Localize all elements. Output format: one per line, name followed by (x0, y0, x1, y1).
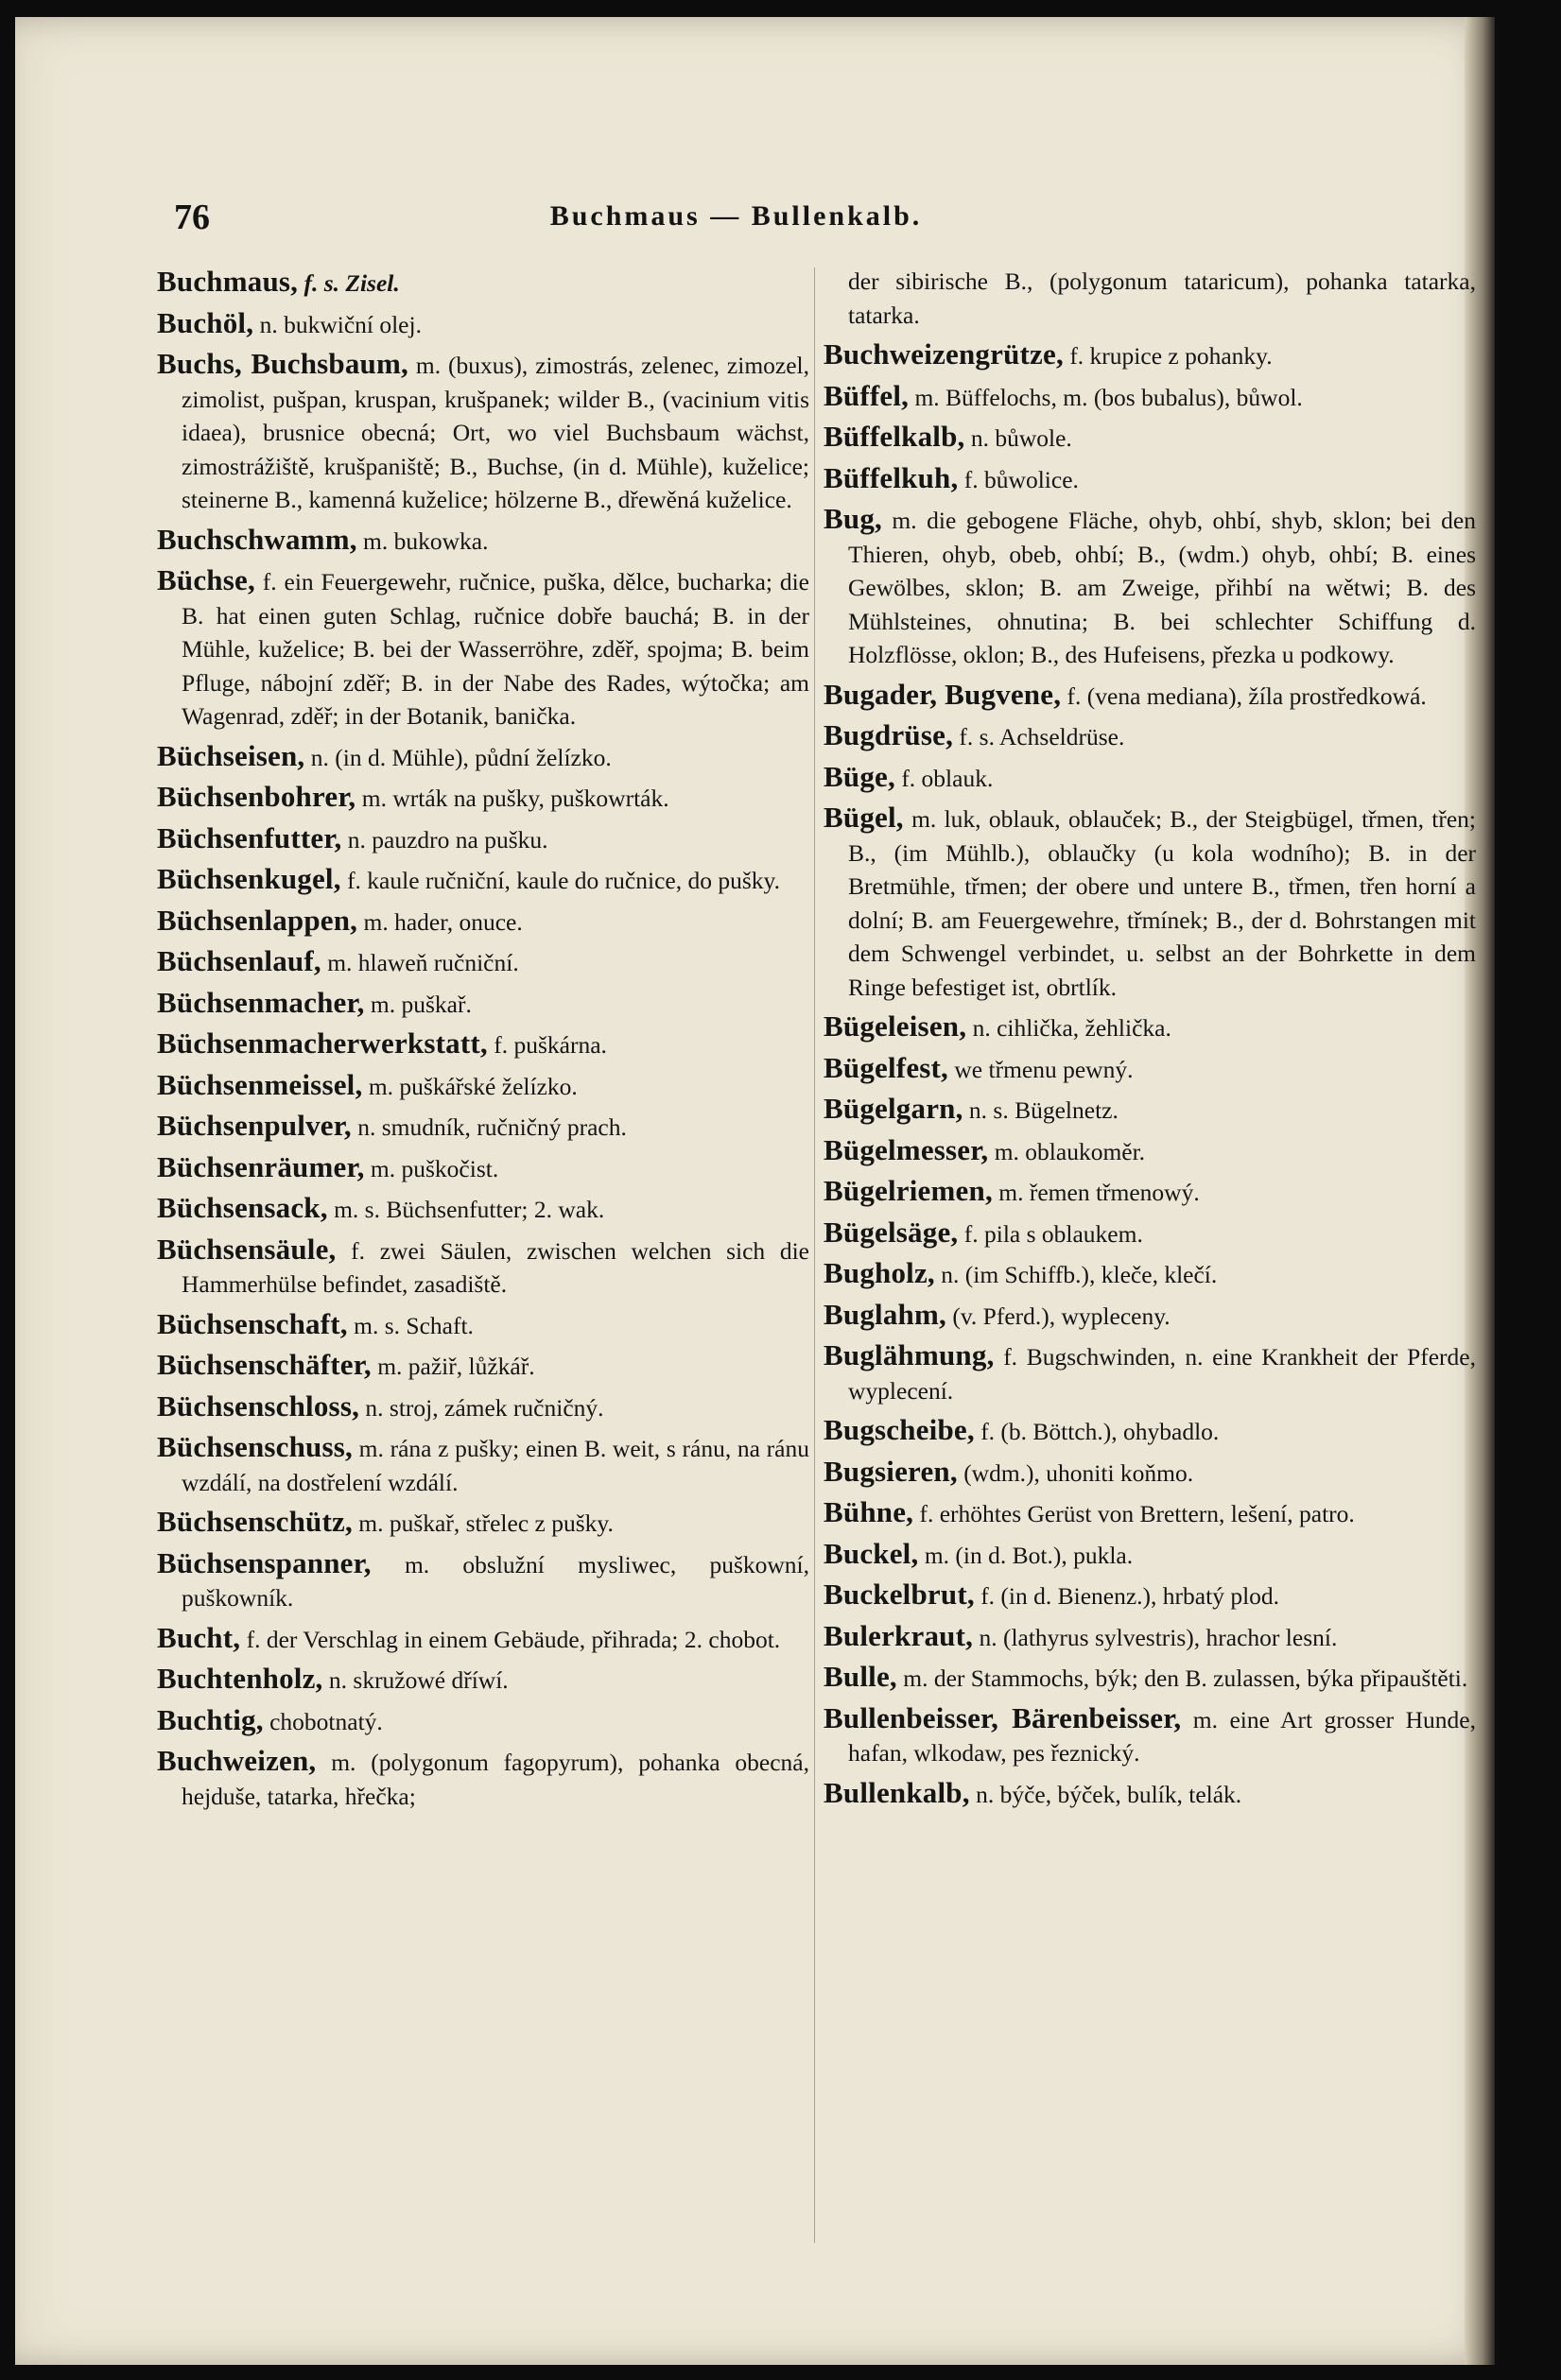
entry-headword: Bulle, (824, 1660, 897, 1693)
entry-definition: (wdm.), uhoniti koňmo. (957, 1458, 1194, 1487)
entry-headword: Büchsenlauf, (157, 944, 321, 977)
entry-definition: m. puškočist. (364, 1154, 499, 1182)
entry-definition: m. luk, oblauk, oblauček; B., der Steigbügel, třmen, třen; B., (im Mühlb.), oblaučky (u kola wodního); B. in der Bretmühle, třmen; der obere und untere B., třmen, třen horní a dolní; B. am Feuergewehre, třmínek; B., der d. Bohrstangen mit dem Schwengel verbindet, u. selbst an der Bohrkette in dem Ringe befestiget ist, obrtlík. (848, 805, 1476, 1001)
dictionary-entry (157, 862, 809, 898)
entry-headword: Bühne, (824, 1495, 914, 1528)
entry-headword: Buchtig, (157, 1702, 264, 1736)
entry-headword: Bugdrüse, (824, 718, 954, 751)
entry-definition: m. hader, onuce. (357, 907, 523, 936)
entry-definition: n. pauzdro na pušku. (341, 825, 548, 854)
entry-definition: m. Büffelochs, m. (bos bubalus), bůwol. (909, 383, 1303, 411)
dictionary-entry (824, 1256, 1476, 1292)
dictionary-entry (157, 1109, 809, 1145)
entry-definition: m. s. Schaft. (347, 1311, 474, 1339)
dictionary-entry (157, 1348, 809, 1384)
dictionary-entry (157, 347, 809, 517)
entry-headword: Bügelriemen, (824, 1174, 993, 1207)
entry-headword: Buchtenholz, (157, 1662, 323, 1695)
entry-headword: Bullenkalb, (824, 1775, 970, 1809)
entry-definition: n. bůwole. (964, 424, 1072, 452)
entry-headword: Bügelgarn, (824, 1092, 963, 1125)
entry-definition: m. der Stammochs, býk; den B. zulassen, býka připauštěti. (896, 1664, 1468, 1692)
dictionary-entry (824, 1619, 1476, 1655)
dictionary-entry (157, 1703, 809, 1739)
entry-definition: f. pila s oblaukem. (958, 1219, 1143, 1248)
entry-definition: f. oblauk. (894, 764, 994, 792)
entry-definition: n. s. Bügelnetz. (963, 1096, 1119, 1124)
entry-headword: Bulerkraut, (824, 1618, 974, 1652)
entry-definition: f. (b. Böttch.), ohybadlo. (974, 1418, 1220, 1445)
entry-definition: f. (in d. Bienenz.), hrbatý plod. (974, 1582, 1280, 1610)
entry-definition: m. hlaweň ručniční. (321, 949, 519, 976)
dictionary-entry (157, 821, 809, 857)
page-number: 76 (174, 198, 210, 237)
entry-headword: Bullenbeisser, Bärenbeisser, (824, 1700, 1182, 1734)
entry-headword: Büchse, (157, 563, 255, 596)
entry-definition: m. wrták na pušky, puškowrták. (356, 785, 669, 812)
dictionary-entry (824, 1578, 1476, 1613)
dictionary-entry (157, 944, 809, 980)
left-column (157, 265, 809, 1819)
entry-headword: Buchs, Buchsbaum, (157, 347, 408, 380)
entry-definition: m. eine Art grosser Hunde, hafan, wlkodaw, pes řeznický. (848, 1705, 1476, 1767)
dictionary-entry (824, 760, 1476, 796)
dictionary-entry (824, 1009, 1476, 1045)
entry-headword: Bugholz, (824, 1256, 935, 1289)
dictionary-entry (157, 1233, 809, 1302)
dictionary-entry (824, 1338, 1476, 1407)
dictionary-entry (157, 1150, 809, 1186)
entry-definition: f. krupice z pohanky. (1063, 342, 1273, 370)
entry-headword: Bügelsäge, (824, 1215, 959, 1249)
entry-definition: n. stroj, zámek ručničný. (359, 1393, 604, 1422)
dictionary-entry (824, 801, 1476, 1004)
entry-headword: Büchseisen, (157, 738, 305, 772)
entry-definition: f. (vena mediana), žíla prostředkowá. (1061, 681, 1427, 710)
dictionary-entry (157, 739, 809, 775)
entry-definition: f. puškárna. (487, 1031, 607, 1059)
dictionary-entry (157, 1546, 809, 1615)
entry-definition: m. řemen třmenowý. (992, 1179, 1200, 1206)
dictionary-entry (824, 379, 1476, 415)
dictionary-entry (157, 904, 809, 940)
dictionary-entry (157, 1621, 809, 1657)
dictionary-entry (157, 1505, 809, 1541)
entry-headword: Büchsensack, (157, 1191, 328, 1224)
entry-headword: Büchsenschloss, (157, 1388, 360, 1423)
entry-definition: m. rána z pušky; einen B. weit, s ránu, na ránu wzdálí, na dostřelení wzdálí. (182, 1435, 809, 1496)
entry-headword: Bügelfest, (824, 1050, 949, 1084)
entry-definition: n. smudník, ručničný prach. (351, 1113, 627, 1141)
entry-definition: n. (lathyrus sylvestris), hrachor lesní. (973, 1623, 1338, 1651)
dictionary-entry (824, 1216, 1476, 1251)
entry-definition: m. (polygonum fagopyrum), pohanka obecná, hejduše, tatarka, hřečka; (182, 1749, 809, 1810)
dictionary-entry (157, 1191, 809, 1227)
entry-headword: Büffelkalb, (824, 420, 965, 453)
dictionary-entry (824, 420, 1476, 456)
dictionary-entry (157, 1026, 809, 1062)
dictionary-entry (824, 1298, 1476, 1334)
dictionary-entry (824, 718, 1476, 754)
column-divider (814, 267, 815, 2243)
entry-headword: Büchsenschuss, (157, 1430, 353, 1463)
entry-headword: Büge, (824, 759, 895, 793)
entry-headword: Büchsenmacherwerkstatt, (157, 1026, 488, 1060)
entry-definition: m. puškař, střelec z pušky. (352, 1509, 614, 1537)
running-head: Buchmaus — Bullenkalb. (549, 200, 923, 232)
entry-headword: Büchsenmeissel, (157, 1067, 363, 1101)
entry-definition: m. die gebogene Fläche, ohyb, ohbí, shyb, sklon; bei den Thieren, ohyb, obeb, ohbí; B., (wdm.) ohyb, ohbí; B. eines Gewölbes, sklon; B. am Zweige, přihbí na wětwi; B. des Mühlsteines, ohnutina; B. bei schlechter Schiffung d. Holzflösse, oklon; B., des Hufeisens, přezka u podkowy. (848, 507, 1476, 668)
entry-headword: Büchsenmacher, (157, 985, 365, 1019)
dictionary-entry (824, 1660, 1476, 1696)
entry-headword: Büchsenspanner, (157, 1545, 372, 1579)
entry-definition: (v. Pferd.), wypleceny. (945, 1302, 1171, 1330)
dictionary-entry (157, 780, 809, 816)
entry-definition: m. bukowka. (356, 526, 489, 555)
entry-headword: Buckelbrut, (824, 1578, 975, 1611)
dictionary-entry (157, 265, 809, 301)
entry-headword: Buchschwamm, (157, 522, 357, 556)
dictionary-entry (824, 1701, 1476, 1770)
entry-definition: n. skružowé dříwí. (322, 1666, 509, 1694)
dictionary-entry (824, 1051, 1476, 1087)
dictionary-entry (824, 1495, 1476, 1531)
entry-definition: f. bůwolice. (958, 465, 1079, 493)
entry-definition: n. (in d. Mühle), půdní želízko. (304, 743, 612, 771)
right-column (824, 265, 1476, 1817)
entry-definition: f. der Verschlag in einem Gebäude, přihrada; 2. chobot. (240, 1625, 781, 1653)
entry-headword: Bug, (824, 502, 882, 535)
entry-definition: f. zwei Säulen, zwischen welchen sich die Hammerhülse befindet, zasadiště. (182, 1236, 809, 1298)
entry-headword: Büchsenkugel, (157, 862, 341, 895)
dictionary-entry (157, 306, 809, 342)
entry-headword: Buchweizengrütze, (824, 337, 1064, 371)
dictionary-entry (157, 986, 809, 1022)
entry-definition: m. (in d. Bot.), pukla. (918, 1541, 1134, 1569)
entry-headword: Buckel, (824, 1536, 919, 1570)
dictionary-entry (824, 1174, 1476, 1210)
entry-headword: Bugader, Bugvene, (824, 677, 1062, 711)
entry-definition: f. Bugschwinden, n. eine Krankheit der Pferde, wyplecení. (848, 1343, 1476, 1405)
entry-definition: chobotnatý. (263, 1707, 383, 1735)
entry-headword: Bucht, (157, 1620, 241, 1654)
dictionary-entry (824, 1776, 1476, 1812)
entry-definition: m. pažiř, lůžkář. (371, 1353, 535, 1380)
entry-definition: m. puškař. (364, 990, 472, 1018)
entry-headword: Buglahm, (824, 1297, 946, 1331)
dictionary-entry (824, 1413, 1476, 1449)
dictionary-entry (157, 1744, 809, 1813)
dictionary-entry (824, 337, 1476, 373)
entry-headword: Bügeleisen, (824, 1009, 967, 1043)
entry-headword: Büchsenpulver, (157, 1109, 352, 1142)
entry-definition: m. s. Büchsenfutter; 2. wak. (327, 1196, 605, 1223)
entry-headword: Büffelkuh, (824, 460, 959, 494)
entry-definition: m. obslužní mysliwec, puškowní, puškowník. (182, 1550, 809, 1612)
entry-definition: f. kaule ručniční, kaule do ručnice, do pušky. (340, 867, 780, 894)
entry-headword: Bügelmesser, (824, 1132, 989, 1166)
entry-definition: n. bukwiční olej. (253, 310, 422, 338)
entry-headword: Büchsensäule, (157, 1232, 337, 1266)
dictionary-entry (824, 1133, 1476, 1169)
dictionary-entry (824, 1537, 1476, 1573)
dictionary-entry (824, 1455, 1476, 1491)
dictionary-entry (157, 1307, 809, 1343)
page-header (157, 197, 1315, 237)
entry-definition: m. oblaukoměr. (988, 1137, 1146, 1165)
entry-continuation: der sibirische B., (polygonum tataricum), pohanka tatarka, tatarka. (848, 267, 1476, 329)
entry-definition: n. býče, býček, bulík, telák. (969, 1780, 1242, 1808)
entry-headword: Bügel, (824, 801, 904, 834)
entry-definition: f. s. Achseldrüse. (953, 723, 1125, 750)
entry-headword: Büchsenfutter, (157, 820, 342, 854)
entry-headword: Bugsieren, (824, 1454, 958, 1488)
entry-headword: Büchsenschaft, (157, 1306, 348, 1340)
entry-definition: f. erhöhtes Gerüst von Brettern, lešení, patro. (913, 1500, 1355, 1527)
dictionary-entry (157, 563, 809, 733)
entry-headword: Buchöl, (157, 305, 254, 339)
entry-definition: m. (buxus), zimostrás, zelenec, zimozel, zimolist, pušpan, kruspan, krušpanek; wilder B., (vacinium vitis idaea), brusnice obecná; Ort, wo viel Buchsbaum wächst, zimostrážiště, krušpaniště; B., Buchse, (in d. Mühle), kuželice; steinerne B., kamenná kuželice; hölzerne B., dřewěná kuželice. (182, 352, 810, 513)
entry-headword: Büchsenschäfter, (157, 1348, 372, 1381)
dictionary-entry (824, 1092, 1476, 1128)
dictionary-entry (157, 523, 809, 559)
entry-headword: Büffel, (824, 378, 910, 412)
entry-definition: f. ein Feuergewehr, ručnice, puška, dělce, bucharka; die B. hat einen guten Schlag, ručnice dobře bauchá; B. in der Mühle, kuželice; B. bei der Wasserröhre, zděř, spojma; B. beim Pfluge, nábojní zděř; B. in der Nabe des Rades, wýtočka; am Wagenrad, zděř; in der Botanik, banička. (182, 568, 809, 730)
entry-headword: Büchsenlappen, (157, 903, 358, 937)
entry-headword: Büchsenräumer, (157, 1149, 365, 1183)
dictionary-page (15, 17, 1495, 2365)
entry-headword: Büchsenschütz, (157, 1505, 353, 1538)
entry-definition: n. cihlička, žehlička. (966, 1014, 1171, 1042)
dictionary-entry (157, 1430, 809, 1499)
entry-grammar: f. s. Zisel. (298, 269, 400, 297)
dictionary-entry (157, 1662, 809, 1698)
entry-headword: Büchsenbohrer, (157, 780, 356, 813)
dictionary-entry (157, 1389, 809, 1425)
entry-definition: n. (im Schiffb.), kleče, klečí. (934, 1261, 1218, 1288)
dictionary-entry (824, 461, 1476, 497)
entry-headword: Buglähmung, (824, 1338, 995, 1371)
dictionary-entry (157, 1068, 809, 1104)
entry-headword: Bugscheibe, (824, 1413, 975, 1446)
dictionary-entry (824, 678, 1476, 714)
entry-definition: m. puškářské želízko. (362, 1072, 578, 1100)
entry-definition: we třmenu pewný. (948, 1055, 1134, 1083)
entry-headword: Buchmaus, (157, 265, 299, 298)
dictionary-entry (824, 502, 1476, 672)
entry-headword: Buchweizen, (157, 1744, 317, 1777)
